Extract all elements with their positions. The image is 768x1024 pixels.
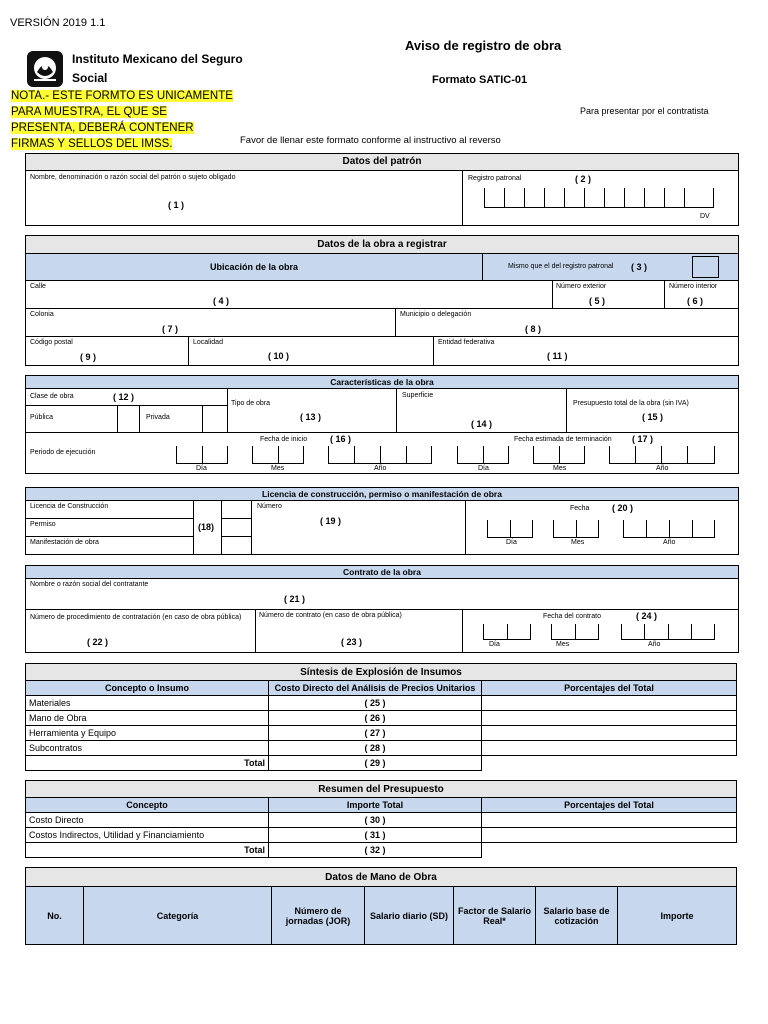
municipio-label: Municipio o delegación bbox=[400, 311, 472, 318]
mano-obra-table bbox=[25, 867, 737, 945]
sintesis-row-value[interactable]: ( 28 ) bbox=[269, 741, 482, 756]
presupuesto-label: Presupuesto total de la obra (sin IVA) bbox=[573, 400, 689, 407]
sintesis-row-pct[interactable] bbox=[482, 726, 737, 741]
resumen-row-label: Costo Directo bbox=[26, 813, 269, 828]
sintesis-total-value[interactable]: ( 29 ) bbox=[269, 756, 482, 771]
sintesis-col-porcentaje: Porcentajes del Total bbox=[482, 681, 737, 696]
contratante-field[interactable]: ( 21 ) bbox=[284, 594, 306, 604]
fecha-contrato-num: ( 24 ) bbox=[636, 611, 658, 621]
sintesis-row-label: Mano de Obra bbox=[26, 711, 269, 726]
mano-col-no: No. bbox=[26, 887, 84, 945]
superficie-label: Superficie bbox=[402, 392, 434, 399]
sintesis-total-label: Total bbox=[26, 756, 269, 771]
inicio-date-field[interactable] bbox=[176, 446, 432, 464]
fecha-contrato-label: Fecha del contrato bbox=[543, 613, 601, 620]
table-row-total bbox=[26, 756, 737, 771]
contrato-anio: Año bbox=[648, 641, 661, 648]
procedimiento-field[interactable]: ( 22 ) bbox=[87, 637, 109, 647]
contractor-note: Para presentar por el contratista bbox=[580, 106, 709, 116]
fecha-num: ( 20 ) bbox=[612, 503, 634, 513]
resumen-col-porcentaje: Porcentajes del Total bbox=[482, 798, 737, 813]
ubicacion-label: Ubicación de la obra bbox=[210, 262, 299, 272]
colonia-field[interactable]: ( 7 ) bbox=[162, 324, 179, 334]
superficie-field[interactable]: ( 14 ) bbox=[471, 419, 493, 429]
resumen-total-value[interactable]: ( 32 ) bbox=[269, 843, 482, 858]
patron-header: Datos del patrón bbox=[25, 153, 739, 171]
mano-col-salario: Salario diario (SD) bbox=[365, 887, 454, 945]
licencia-date-field[interactable] bbox=[487, 520, 715, 538]
colonia-label: Colonia bbox=[30, 311, 54, 318]
entidad-label: Entidad federativa bbox=[438, 339, 495, 346]
sintesis-row-label: Subcontratos bbox=[26, 741, 269, 756]
localidad-field[interactable]: ( 10 ) bbox=[268, 351, 290, 361]
municipio-field[interactable]: ( 8 ) bbox=[525, 324, 542, 334]
tipo-field[interactable]: ( 13 ) bbox=[300, 412, 322, 422]
mano-obra-title: Datos de Mano de Obra bbox=[26, 868, 737, 887]
inicio-anio: Año bbox=[374, 465, 387, 472]
sintesis-row-value[interactable]: ( 27 ) bbox=[269, 726, 482, 741]
sintesis-row-pct[interactable] bbox=[482, 711, 737, 726]
resumen-row-label: Costos Indirectos, Utilidad y Financiamiento bbox=[26, 828, 269, 843]
sintesis-row-pct[interactable] bbox=[482, 696, 737, 711]
resumen-table bbox=[25, 780, 737, 858]
resumen-total-label: Total bbox=[26, 843, 269, 858]
entidad-field[interactable]: ( 11 ) bbox=[547, 351, 568, 361]
cp-field[interactable]: ( 9 ) bbox=[80, 352, 97, 362]
localidad-label: Localidad bbox=[193, 339, 223, 346]
registro-label: Registro patronal bbox=[468, 175, 522, 182]
licencia-anio: Año bbox=[663, 539, 676, 546]
sintesis-row-pct[interactable] bbox=[482, 741, 737, 756]
format-code: Formato SATIC-01 bbox=[432, 74, 528, 86]
inicio-label: Fecha de inicio bbox=[260, 436, 308, 443]
inicio-dia: Día bbox=[196, 465, 207, 472]
num-int-label: Número interior bbox=[669, 283, 718, 290]
mano-col-importe: Importe bbox=[618, 887, 737, 945]
fecha-label: Fecha bbox=[570, 505, 590, 512]
table-row-total bbox=[26, 843, 737, 858]
resumen-col-importe: Importe Total bbox=[269, 798, 482, 813]
resumen-row-value[interactable]: ( 31 ) bbox=[269, 828, 482, 843]
num-contrato-label: Número de contrato (en caso de obra pública) bbox=[259, 612, 402, 619]
sample-note bbox=[11, 88, 233, 152]
clase-label: Clase de obra bbox=[30, 393, 74, 400]
sintesis-title: Síntesis de Explosión de Insumos bbox=[26, 664, 737, 681]
imss-logo-icon bbox=[26, 50, 64, 88]
resumen-col-concepto: Concepto bbox=[26, 798, 269, 813]
resumen-title: Resumen del Presupuesto bbox=[26, 781, 737, 798]
table-row bbox=[26, 726, 737, 741]
document-title: Aviso de registro de obra bbox=[405, 38, 562, 53]
termino-date-field[interactable] bbox=[457, 446, 715, 464]
obra-header: Datos de la obra a registrar bbox=[25, 235, 739, 254]
procedimiento-label: Número de procedimiento de contratación (en caso de obra pública) bbox=[30, 614, 242, 621]
mano-col-factor: Factor de Salario Real* bbox=[454, 887, 536, 945]
registro-field[interactable] bbox=[484, 188, 714, 208]
privada-option[interactable]: Privada bbox=[146, 414, 170, 421]
numero-label: Número bbox=[257, 503, 282, 510]
contrato-header: Contrato de la obra bbox=[25, 565, 739, 579]
sintesis-col-concepto: Concepto o Insumo bbox=[26, 681, 269, 696]
contratante-label: Nombre o razón social del contratante bbox=[30, 581, 149, 588]
cp-label: Código postal bbox=[30, 339, 73, 346]
table-row bbox=[26, 696, 737, 711]
resumen-row-value[interactable]: ( 30 ) bbox=[269, 813, 482, 828]
mano-col-categoria: Categoría bbox=[84, 887, 272, 945]
mismo-num: ( 3 ) bbox=[631, 262, 648, 272]
termino-anio: Año bbox=[656, 465, 669, 472]
institute-name: Instituto Mexicano del Seguro Social bbox=[72, 52, 243, 85]
manifestacion-option[interactable]: Manifestación de obra bbox=[30, 539, 99, 546]
table-row bbox=[26, 813, 737, 828]
termino-label: Fecha estimada de terminación bbox=[514, 436, 612, 443]
publica-option[interactable]: Pública bbox=[30, 414, 53, 421]
registro-num: ( 2 ) bbox=[575, 174, 592, 184]
sintesis-col-costo: Costo Directo del Análisis de Precios Unitarios bbox=[269, 681, 482, 696]
sintesis-row-label: Materiales bbox=[26, 696, 269, 711]
periodo-label: Periodo de ejecución bbox=[30, 449, 96, 456]
mano-col-sbc: Salario base de cotización bbox=[536, 887, 618, 945]
resumen-row-pct[interactable] bbox=[482, 828, 737, 843]
sintesis-row-value[interactable]: ( 25 ) bbox=[269, 696, 482, 711]
mano-col-jornadas: Número de jornadas (JOR) bbox=[272, 887, 365, 945]
presupuesto-field[interactable]: ( 15 ) bbox=[642, 412, 664, 422]
licencia-option[interactable]: Licencia de Construcción bbox=[30, 503, 109, 510]
contrato-mes: Mes bbox=[556, 641, 570, 648]
patron-name-field[interactable]: ( 1 ) bbox=[168, 200, 185, 210]
mismo-checkbox[interactable] bbox=[692, 256, 719, 278]
numero-field[interactable]: ( 19 ) bbox=[320, 516, 342, 526]
resumen-row-pct[interactable] bbox=[482, 813, 737, 828]
contrato-date-field[interactable] bbox=[483, 624, 715, 640]
table-row bbox=[26, 711, 737, 726]
inicio-mes: Mes bbox=[271, 465, 285, 472]
num-int-field[interactable]: ( 6 ) bbox=[687, 296, 704, 306]
inicio-num: ( 16 ) bbox=[330, 434, 352, 444]
sintesis-table bbox=[25, 663, 737, 771]
termino-dia: Día bbox=[478, 465, 489, 472]
num-ext-label: Número exterior bbox=[556, 283, 607, 290]
licencia-dia: Día bbox=[506, 539, 517, 546]
calle-label: Calle bbox=[30, 283, 46, 290]
caract-header: Características de la obra bbox=[25, 375, 739, 389]
termino-mes: Mes bbox=[553, 465, 567, 472]
sample-note-text: NOTA.- ESTE FORMTO ES UNICAMENTE PARA MUESTRA, EL QUE SE PRESENTA, DEBERÁ CONTENER FIRMAS Y SELLOS DEL IMSS. bbox=[11, 90, 233, 150]
clase-num: ( 12 ) bbox=[113, 392, 135, 402]
termino-num: ( 17 ) bbox=[632, 434, 654, 444]
version-label: VERSIÓN 2019 1.1 bbox=[10, 17, 106, 29]
calle-field[interactable]: ( 4 ) bbox=[213, 296, 230, 306]
dv-label: DV bbox=[700, 213, 710, 220]
obra-address-section bbox=[25, 280, 739, 366]
licencia-header: Licencia de construcción, permiso o manifestación de obra bbox=[25, 487, 739, 501]
mismo-label: Mismo que el del registro patronal bbox=[508, 263, 614, 270]
table-row bbox=[26, 741, 737, 756]
tipo-label: Tipo de obra bbox=[231, 400, 271, 407]
num-contrato-field[interactable]: ( 23 ) bbox=[341, 637, 363, 647]
table-row bbox=[26, 828, 737, 843]
sintesis-row-label: Herramienta y Equipo bbox=[26, 726, 269, 741]
instructions-note: Favor de llenar este formato conforme al instructivo al reverso bbox=[240, 135, 501, 146]
contrato-dia: Día bbox=[489, 641, 500, 648]
patron-name-label: Nombre, denominación o razón social del patrón o sujeto obligado bbox=[30, 174, 236, 181]
num-ext-field[interactable]: ( 5 ) bbox=[589, 296, 606, 306]
licencia-num: (18) bbox=[198, 522, 215, 532]
sintesis-row-value[interactable]: ( 26 ) bbox=[269, 711, 482, 726]
permiso-option[interactable]: Permiso bbox=[30, 521, 56, 528]
licencia-mes: Mes bbox=[571, 539, 585, 546]
